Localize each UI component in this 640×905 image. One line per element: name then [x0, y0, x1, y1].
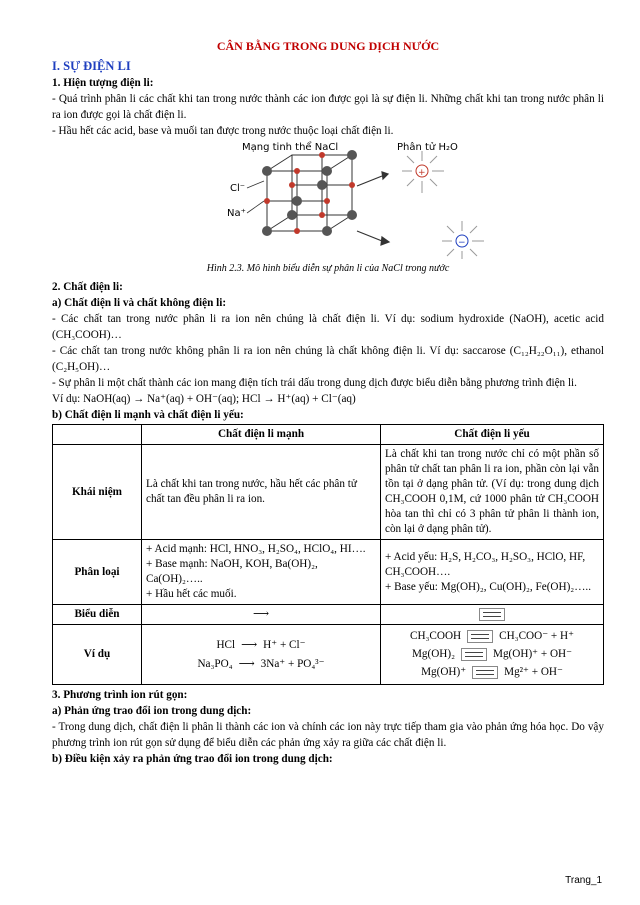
subheading-2a: a) Chất điện li và chất không điện li: [52, 297, 227, 309]
arrow-icon: ⟶ [241, 638, 258, 651]
paragraph-5: - Sự phân li một chất thành các ion mang điện tích trái dấu trong dung dịch được biểu diễn bằng phương trình điện li. [52, 377, 577, 389]
table-row [53, 445, 604, 540]
subheading-3b: b) Điều kiện xảy ra phản ứng trao đổi ion trong dung dịch: [52, 753, 333, 765]
subheading-2: 2. Chất điện li: [52, 281, 123, 293]
section-heading-1: I. SỰ ĐIỆN LI [52, 59, 131, 73]
electrolyte-table [52, 424, 604, 685]
svg-text:−: − [458, 238, 466, 248]
weak-acids: + Acid yếu: H₂S, H₂CO₃, H₂SO₃, HClO, HF, CH₃COOH…. [385, 550, 586, 578]
hydrated-ion-icon [402, 151, 444, 193]
cell-strong-example [142, 625, 381, 685]
paragraph-1: - Quá trình phân li các chất khi tan trong nước thành các ion được gọi là sự điện li. Những chất khi tan trong nước phân li ra ion được gọi là chất điện li. [52, 93, 604, 121]
table-header-weak: Chất điện li yếu [381, 425, 604, 445]
row-head-example: Ví dụ [53, 625, 142, 685]
strong-bases: + Base mạnh: NaOH, KOH, Ba(OH)₂, Ca(OH)₂….. [146, 558, 318, 585]
cell-strong-arrow: ⟶ [142, 605, 381, 625]
nacl-dissociation-figure [52, 141, 604, 261]
document-page [52, 38, 604, 767]
row-head-definition: Khái niệm [53, 445, 142, 540]
reversible-arrow-icon [472, 666, 498, 679]
paragraph-6: Ví dụ: NaOH(aq) → Na⁺(aq) + OH⁻(aq); HCl → H⁺(aq) + Cl⁻(aq) [52, 393, 356, 405]
cell-weak-example [381, 625, 604, 685]
document-title: CÂN BẰNG TRONG DUNG DỊCH NƯỚC [216, 39, 440, 53]
equation-weak-3: Mg(OH)⁺ Mg²⁺ + OH⁻ [421, 666, 563, 678]
label-na: Na⁺ [227, 208, 246, 219]
weak-bases: + Base yếu: Mg(OH)₂, Cu(OH)₂, Fe(OH)₂….. [385, 580, 591, 593]
dissociation-arrows-icon [357, 172, 389, 245]
table-row [53, 540, 604, 605]
label-lattice: Mạng tinh thể NaCl [242, 142, 339, 153]
equation-strong-2: Na₃PO₄ ⟶ 3Na⁺ + PO₄³⁻ [197, 657, 325, 670]
table-corner [53, 425, 142, 445]
table-header-strong: Chất điện li mạnh [142, 425, 381, 445]
reversible-arrow-icon [467, 630, 493, 643]
paragraph-3: - Các chất tan trong nước phân li ra ion nên chúng là chất điện li. Ví dụ: sodium hydroxide (NaOH), acetic acid (CH₃COOH)… [52, 313, 604, 341]
hydrated-ion-icon [442, 221, 484, 259]
cell-strong-definition: Là chất khi tan trong nước, hầu hết các phân tử chất tan đều phân li ra ion. [142, 445, 381, 540]
paragraph-2: - Hầu hết các acid, base và muối tan được trong nước thuộc loại chất điện li. [52, 125, 394, 137]
nacl-figure-drawing [52, 141, 604, 261]
row-head-representation: Biểu diễn [53, 605, 142, 625]
subheading-2b: b) Chất điện li mạnh và chất điện li yếu: [52, 409, 244, 421]
strong-acids: + Acid mạnh: HCl, HNO₃, H₂SO₄, HClO₄, HI…. [146, 543, 366, 555]
paragraph-4: - Các chất tan trong nước không phân li ra ion nên chúng là chất không điện li. Ví dụ: saccarose (C₁₂H₂₂O₁₁), ethanol (C₂H₅OH)… [52, 345, 604, 373]
cell-weak-arrow [381, 605, 604, 625]
label-water: Phân tử H₂O [397, 142, 458, 153]
row-head-classification: Phân loại [53, 540, 142, 605]
subheading-1: 1. Hiện tượng điện li: [52, 77, 154, 89]
arrow-icon: ⟶ [238, 657, 255, 670]
paragraph-7: - Trong dung dịch, chất điện li phân li thành các ion và chính các ion này trực tiếp tham gia vào phản ứng hóa học. Do vậy phương trình ion rút gọn sử dụng để biểu diễn các phản ứng xảy ra giữa các chất điện li. [52, 721, 604, 749]
reversible-arrow-icon [461, 648, 487, 661]
reversible-arrow-icon [479, 608, 505, 621]
salts: + Hầu hết các muối. [146, 588, 237, 600]
equation-weak-2: Mg(OH)₂ Mg(OH)⁺ + OH⁻ [411, 648, 573, 660]
table-row [53, 625, 604, 685]
cell-weak-classification [381, 540, 604, 605]
table-row [53, 605, 604, 625]
cell-weak-definition: Là chất khi tan trong nước chỉ có một phần số phân tử chất tan phân li ra ion, phần còn lại vẫn tồn tại ở dạng phân tử. (Ví dụ: trong dung dịch CH₃COOH 0,1M, cứ 1000 phân tử CH₃COOH hòa tan thì chỉ có 3 phân tử phân li thành ion, còn lại ở dạng phân tử). [381, 445, 604, 540]
nacl-lattice-icon [267, 155, 352, 231]
equation-weak-1: CH₃COOH CH₃COO⁻ + H⁺ [409, 630, 574, 642]
label-cl: Cl⁻ [230, 183, 246, 194]
svg-text:+: + [418, 168, 426, 178]
cell-strong-classification [142, 540, 381, 605]
equation-strong-1: HCl ⟶ H⁺ + Cl⁻ [216, 638, 306, 651]
subheading-3a: a) Phản ứng trao đổi ion trong dung dịch: [52, 705, 252, 717]
figure-caption: Hình 2.3. Mô hình biểu diễn sự phân li của NaCl trong nước [206, 263, 450, 274]
page-number: Trang_1 [565, 875, 602, 886]
subheading-3: 3. Phương trình ion rút gọn: [52, 689, 188, 701]
